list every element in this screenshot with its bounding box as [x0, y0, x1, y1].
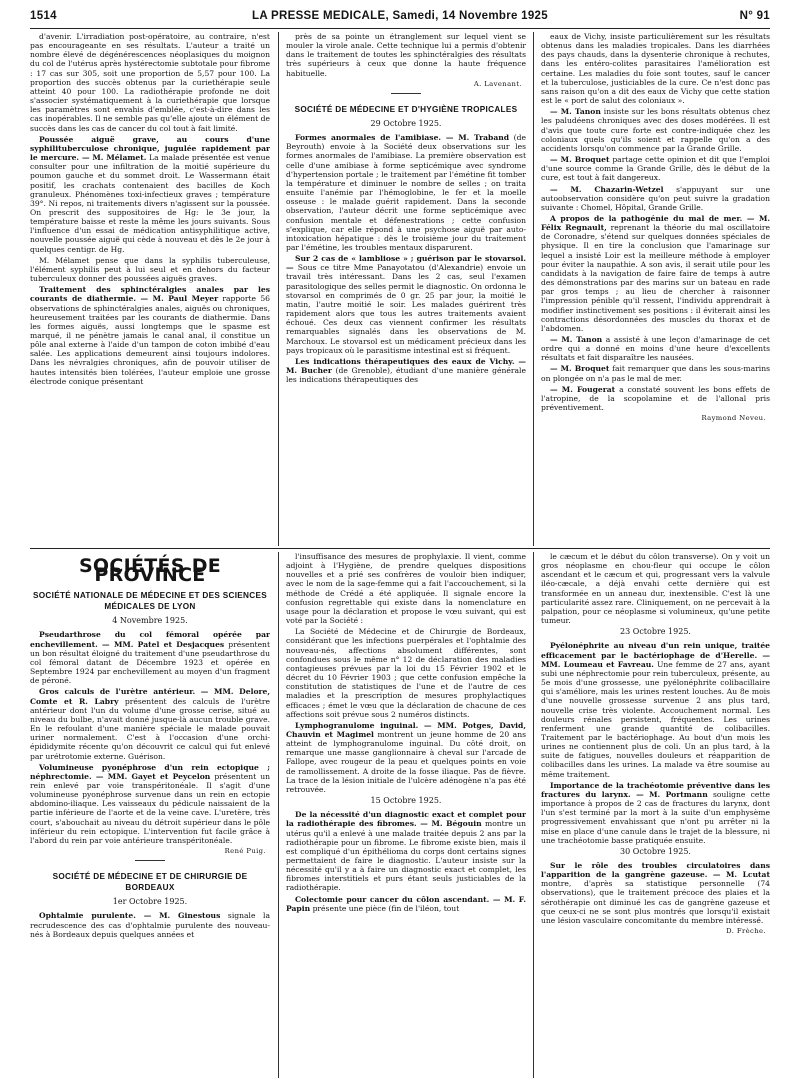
session-date: 29 Octobre 1925. — [370, 118, 442, 128]
article-paragraph — [286, 721, 526, 794]
bottom-column-3 — [541, 552, 770, 1078]
article-text: présentent un rein enlevé par voie transpéritonéale. Il s'agit d'une volumineuse pyonéphrose survenue dans un rein en ectopie abdomino-iliaque. Les vaisseaux du pédicule naissaient de la partie inférieure de l'aorte et de la veine cave. L'uretère, très court, s'abouchait au niveau du détroit supérieur dans le pôle inférieur du rein ectopique. L'intervention fut facile grâce à l'abord du rein par voie antérieure transpéritonéale. — [30, 771, 270, 845]
article-paragraph — [30, 285, 270, 386]
article-lead: A propos de la pathogénie du mal de mer. — M. Félix Regnault, — [541, 213, 770, 233]
section-heading: SOCIÉTÉS DE PROVINCE — [78, 555, 222, 587]
article-lead: Lymphogranulome inguinal. — MM. Potges, David, Chauvin et Magimel — [286, 720, 526, 739]
article-paragraph — [541, 385, 770, 412]
article-lead: — M. Fougerat — [550, 384, 616, 394]
article-text: Une femme de 27 ans, ayant subi une néphrectomie pour rein tuberculeux, présente, au 5e mois d'une grossesse, une pyélonéphrite colibacillaire qui s'améliore, mais les urines restent louches. Au 8e mois d'une nouvelle grossesse survenue 2 ans plus tard, nouvelle crise très violente. Accouchement normal. Les douleurs rénales persistent, fréquentes. Les urines renferment une grande quantité de colibacilles. Traitement par le bactériophage. Au bout d'un mois les urines ne contiennent plus de coli. Un an plus tard, à la suite de fatigues, nouvelles douleurs et réapparition de colibacilles dans les urines. La malade va être soumise au même traitement. — [541, 659, 770, 779]
article-lead: Poussée aiguë grave, au cours d'une syphilituberculose chronique, jugulée rapidement par le mercure. — M. Mélamet. — [30, 134, 270, 163]
separator — [135, 860, 165, 861]
article-lead: — M. Broquet — [550, 155, 610, 165]
page-header — [30, 6, 770, 29]
article-text: s'appuyant sur une autoobservation considère qu'on peut suivre la gradation suivante : Chomel, Hôpital, Grande Grille. — [541, 184, 770, 212]
article-text: signale la recrudescence des cas d'ophtalmie purulente des nouveau-nés à Bordeaux depuis quelques années et — [30, 911, 270, 939]
article-text: (de Beyrouth) envoie à la Société deux observations sur les formes anormales de l'amibiase. La première observation est celle d'une amibiase à forme septicémique avec syndrome d'hypertension portale ; le traitement par l'émétine fit tomber la température et diminuer le nombre de selles ; on traita ensuite l'anémie par l'hémoglobine, le fer et la moelle osseuse : le malade guérit rapidement. Dans la seconde observation, l'auteur décrit une forme septicémique avec confusion mentale et défenestrations ; cette confusion s'explique, car elle répond à une psychose aiguë par auto-intoxication hépatique : dès le troisième jour du traitement par l'émétine, les troubles mentaux disparurent. — [286, 133, 526, 252]
article-paragraph — [30, 256, 270, 283]
article-text: montrent un jeune homme de 20 ans atteint de lymphogranulome inguinal. Du côté droit, on remarque une masse ganglionnaire à cheval sur l'arcade de Fallope, avec rougeur de la peau et quelques points en voie de ramollissement. A droite de la fosse iliaque. Pas de fièvre. La trace de la lésion initiale de l'ulcère adénogène n'a pas été retrouvée. — [286, 729, 526, 794]
article-lead: Traitement des sphinctéralgies anales par les courants de diathermie. — M. Paul Meyer — [30, 285, 270, 304]
article-paragraph — [286, 254, 526, 355]
article-lead: Ophtalmie purulente. — M. Ginestous — [39, 911, 221, 921]
article-text: Sous ce titre Mme Panayotatou (d'Alexandrie) envoie un travail très intéressant. Dans les 2 cas, seul l'examen parasitologique des selles permit le diagnostic. On ordonna le stovarsol en comprimés de 0 gr. 25 par jour, la moitié le matin, l'autre moitié le soir. Les malades guérirent très rapidement alors que tous les autres traitements avaient échoué. Ces deux cas viennent confirmer les résultats remarquables signalés dans les observations de M. Marchoux. Le stovarsol est un médicament précieux dans les pays tropicaux où le parasitisme intestinal est si fréquent. — [286, 263, 526, 355]
separator — [391, 93, 421, 94]
issue-number: N° 91 — [739, 10, 770, 22]
article-text: le cæcum et le début du côlon transverse). On y voit un gros néoplasme en chou-fleur qui occupe le côlon ascendant et le cæcum et qui, progressant vers la valvule iléo-cæcale, a déjà envahi cette dernière qui est transformée en un anneau dur, inextensible. C'est là une particularité assez rare. Cliniquement, on ne percevait à la palpation, pour ce néoplasme si volumineux, qu'une petite tumeur. — [541, 552, 770, 626]
article-paragraph — [541, 552, 770, 625]
article-text: reprenant la théorie du mal oscillatoire de Coronadre, s'étend sur quelques données spéciales de physique. Il en tire la conclusion que l'amarinage sur lequel a insisté Loir est la meilleure méthode à employer pour éviter la naupathie. A son avis, il serait utile pour les candidats à la navigation de faire faire de temps à autre des démonstrations par des marins sur un bateau en rade par gros temps ; au lieu de chercher à raisonner l'impression pénible qu'il ressent, l'individu apprendrait à modifier instinctivement ses positions : il éviterait ainsi les contractions désordonnées des muscles du thorax et de l'abdomen. — [541, 223, 770, 333]
article-text: (de Grenoble), étudiant d'une manière générale les indications thérapeutiques des — [286, 366, 526, 385]
article-text: insiste sur les bons résultats obtenus chez les paludéens chroniques avec des doses modérées. Il est d'avis que toute cure forte est contre-indiquée chez les coloniaux quels qu'ils soient et rappelle qu'on a des accidents lorsqu'on commence par la Grande Grille. — [541, 107, 770, 153]
article-text: eaux de Vichy, insiste particulièrement sur les résultats obtenus dans les maladies tropicales. Dans les diarrhées des pays chauds, dans la dysenterie chronique à rechutes, dans les entéro-colites parasitaires l'amélioration est certaine. Les maladies du foie sont toutes, sauf le cancer et la tuberculose, justiciables de la cure. Ce n'est donc pas sans raison qu'on a dit des eaux de Vichy que cette station est le « port de salut des coloniaux ». — [541, 32, 770, 106]
article-paragraph — [30, 687, 270, 760]
column-rule — [533, 32, 534, 546]
article-text: montre, d'après sa statistique personnelle (74 observations), que le traitement précoce des plaies et la sérothérapie ont diminué les cas de gangrène gazeuse et que ceux-ci ne se sont plus montrés que lorsqu'il existait une lésion vasculaire concomitante du membre intéressé. — [541, 879, 770, 925]
article-lead: Pseudarthrose du col fémoral opérée par enchevillement. — MM. Patel et Desjacques — [30, 630, 270, 649]
article-lead: Gros calculs de l'urètre antérieur. — MM. Delore, Comte et R. Labry — [30, 687, 270, 706]
article-paragraph — [286, 627, 526, 719]
article-paragraph — [541, 641, 770, 778]
article-paragraph — [286, 32, 526, 78]
article-lead: — M. Tanon — [550, 335, 603, 344]
article-text: présentent un bon résultat éloigné du traitement d'une pseudarthrose du col fémoral datant de Décembre 1923 et opérée en Septembre 1924 par enchevillement au moyen d'un fragment de péroné. — [30, 639, 270, 686]
article-paragraph — [286, 810, 526, 892]
article-paragraph — [541, 155, 770, 182]
article-text: rapporte 56 observations de sphinctéralgies anales, aiguës ou chroniques, heureusement traitées par les courants de diathermie. Dans les formes aiguës, aussi longtemps que le spasme est marqué, il ne pénètre jamais le canal anal, il constitue un pôle anal externe à l'aide d'un tampon de coton imbibé d'eau salée. Les applications demeurent ainsi toujours indolores. Dans les névralgies chroniques, afin de pouvoir utiliser de hautes intensités bien tolérées, l'auteur emploie une grosse électrode conique présentant — [30, 294, 270, 386]
article-text: a constaté souvent les bons effets de l'atropine, de la scopolamine et de l'allonal pris préventivement. — [541, 384, 770, 413]
article-text: partage cette opinion et dit que l'emploi d'une source comme la Grande Grille, dès le début de la cure, est tout à fait dangereux. — [541, 155, 770, 183]
top-column-1 — [30, 32, 270, 544]
session-date: 23 Octobre 1925. — [620, 627, 691, 637]
article-paragraph — [541, 214, 770, 333]
column-rule — [278, 32, 279, 546]
article-lead: Sur le rôle des troubles circulatoires dans l'apparition de la gangrène gazeuse. — M. Lcutat — [541, 861, 770, 880]
article-lead: — M. Broquet — [550, 364, 610, 374]
society-heading: SOCIÉTÉ NATIONALE DE MÉDECINE ET DES SCIENCES MÉDICALES DE LYON — [33, 591, 267, 612]
article-paragraph — [541, 364, 770, 382]
article-paragraph — [30, 763, 270, 845]
session-date: 30 Octobre 1925. — [620, 846, 691, 856]
session-date: 4 Novembre 1925. — [112, 616, 188, 626]
article-paragraph — [541, 861, 770, 925]
bottom-column-2 — [286, 552, 526, 1078]
signature: D. Frèche. — [726, 927, 766, 936]
page-number: 1514 — [30, 10, 57, 22]
session-date: 1er Octobre 1925. — [112, 897, 188, 907]
column-rule — [533, 552, 534, 1078]
bottom-column-1 — [30, 552, 270, 1078]
article-paragraph — [286, 552, 526, 625]
signature: Raymond Neveu. — [701, 414, 766, 423]
society-heading: SOCIÉTÉ DE MÉDECINE ET DE CHIRURGIE DE BORDEAUX — [52, 872, 248, 893]
top-column-2 — [286, 32, 526, 544]
article-paragraph — [286, 133, 526, 252]
article-paragraph — [286, 357, 526, 384]
signature: René Puig. — [224, 847, 266, 856]
article-text: montre un utérus qu'il a enlevé à une malade traitée depuis 2 ans par la radiothérapie pour un fibrome. Le fibrome existe bien, mais il est compliqué d'un épithélioma du corps dont certains signes permettaient de faire le diagnostic. L'auteur insiste sur la nécessité qu'il y a à faire un diagnostic exact et complet, les fibromes interstitiels et purs étant seuls justiciables de la radiothérapie. — [286, 819, 526, 893]
article-paragraph — [541, 335, 770, 362]
article-text: l'insuffisance des mesures de prophylaxie. Il vient, comme adjoint à l'Hygiène, de prendre quelques dispositions nouvelles et a prié ses confrères de vouloir bien indiquer, avec le nom de la sage-femme qui a fait l'accouchement, si la méthode de Crédé a été appliquée. Il signale encore la confusion regrettable qui existe dans la nomenclature en usage pour la déclaration et propose le vœu suivant, qui est voté par la Société : — [286, 552, 526, 626]
article-paragraph — [30, 630, 270, 685]
section-divider — [30, 548, 770, 549]
article-lead: Importance de la trachéotomie préventive dans les fractures du larynx. — M. Portmann — [541, 780, 770, 799]
article-text: souligne cette importance à propos de 2 cas de fractures du larynx, dont l'un s'est terminé par la mort à la suite d'un emphysème progressivement envahissant que n'ont pu arrêter ni la mise en place d'une canule dans le trajet de la blessure, ni une trachéotomie basse pratiquée ensuite. — [541, 789, 770, 845]
signature: A. Lavenant. — [473, 79, 522, 88]
article-text: a assisté à une leçon d'amarinage de cet ordre qui a donné en moins d'une heure d'excellents résultats et fait disparaître les nausées. — [541, 335, 770, 363]
journal-title: LA PRESSE MEDICALE, Samedi, 14 Novembre 1925 — [252, 10, 548, 22]
article-lead: De la nécessité d'un diagnostic exact et complet pour la radiothérapie des fibromes. — M. Bégouin — [286, 810, 526, 829]
article-paragraph — [30, 911, 270, 938]
column-rule — [278, 552, 279, 1078]
article-lead: Les indications thérapeutiques des eaux de Vichy. — M. Bucher — [286, 356, 526, 375]
article-lead: Volumineuse pyonéphrose d'un rein ectopique ; néphrectomie. — MM. Gayet et Peycelon — [30, 762, 270, 781]
article-text: présentent des calculs de l'urètre antérieur dont l'un du volume d'une grosse cerise, situé au niveau du bulbe, n'avait donné jusque-là aucun trouble grave. En le refoulant d'une manière spéciale le malade pouvait uriner normalement. C'est à l'occasion d'une orchi-épididymite récente qu'on découvrit ce calcul qui fut enlevé par urétrotomie externe. Guérison. — [30, 696, 270, 761]
article-paragraph — [30, 135, 270, 254]
article-text: M. Mélamet pense que dans la syphilis tuberculeuse, l'élément syphilis peut à lui seul et en dehors du facteur tuberculeux donner des poussées aiguës graves. — [30, 255, 270, 284]
article-paragraph — [541, 185, 770, 212]
article-paragraph — [541, 781, 770, 845]
article-lead: Sur 2 cas de « lambliose » ; guérison par le stovarsol. — — [286, 254, 526, 273]
article-paragraph — [30, 32, 270, 133]
article-lead: Colectomie pour cancer du côlon ascendant. — M. F. Papin — [286, 894, 526, 913]
article-text: La malade présentée est venue consulter pour une infiltration de la moitié supérieure du poumon gauche et du sommet droit. Le Wassermann était positif, les crachats contenaient des bacilles de Koch granuleux. Phénomènes toxi-infectieux graves ; température 39°. Ni repos, ni traitements divers n'agissent sur la poussée. On prescrit des suppositoires de Hg: le 3e jour, la température baisse et reste la même les jours suivants. Sous l'influence d'un essai de médication antisyphilitique active, nouvelle poussée aiguë qui cède à nouveau et dès le 2e jour à quelques centigr. de Hg. — [30, 153, 270, 254]
article-paragraph — [286, 895, 526, 913]
article-lead: — M. Chazarin-Wetzel — [550, 184, 664, 194]
article-lead: Formes anormales de l'amibiase. — M. Traband — [295, 133, 510, 143]
article-text: d'avenir. L'irradiation post-opératoire, au contraire, n'est pas encourageante en ses résultats. L'auteur a traité un nombre élevé de dégénérescences néoplasiques du moignon du col de l'utérus après hystérectomie subtotale pour fibrome : 17 cas sur 305, soit une proportion de 5,57 pour 100. La proportion des succès obtenus par la curiethérapie seule atteint 40 pour 100. La radiothérapie profonde ne doit s'associer systématiquement à la curiethérapie que lorsque les paramètres sont envahis d'emblée, c'est-à-dire dans les cas inopérables. Il ne semble pas qu'elle ajoute un élément de succès dans les cas de cancer du col tout à fait limité. — [30, 32, 270, 133]
article-text: présente une pièce (fin de l'iléon, tout — [310, 903, 460, 913]
article-paragraph — [541, 32, 770, 105]
article-text: près de sa pointe un étranglement sur lequel vient se mouler la virole anale. Cette technique lui a permis d'obtenir dans le traitement de toutes les sphinctéralgies des résultats très supérieurs à ceux que donne la haute fréquence habituelle. — [286, 32, 526, 78]
article-lead: — M. Tanon — [550, 107, 601, 117]
top-column-3 — [541, 32, 770, 544]
article-lead: Pyélonéphrite au niveau d'un rein unique, traitée efficacement par le bactériophage de d'Herelle. — MM. Loumeau et Favreau. — [541, 641, 770, 669]
article-text: La Société de Médecine et de Chirurgie de Bordeaux, considérant que les infections puerpérales et l'ophtalmie des nouveau-nés, affections absolument différentes, sont confondues sous le même n° 12 de déclaration des maladies contagieuses prévues par la loi du 15 Février 1902 et le décret du 10 Février 1903 ; que cette confusion empêche la constitution de statistiques de l'une et de l'autre de ces maladies et la prescription de mesures prophylactiques efficaces ; émet le vœu que la déclaration de chacune de ces affections soit prévue sous 2 numéros distincts. — [286, 627, 526, 719]
society-heading: SOCIÉTÉ DE MÉDECINE ET D'HYGIÈNE TROPICALES — [294, 104, 518, 114]
article-paragraph — [541, 107, 770, 153]
article-text: fait remarquer que dans les sous-marins on plongée on n'a pas le mal de mer. — [541, 364, 770, 383]
session-date: 15 Octobre 1925. — [370, 796, 442, 806]
